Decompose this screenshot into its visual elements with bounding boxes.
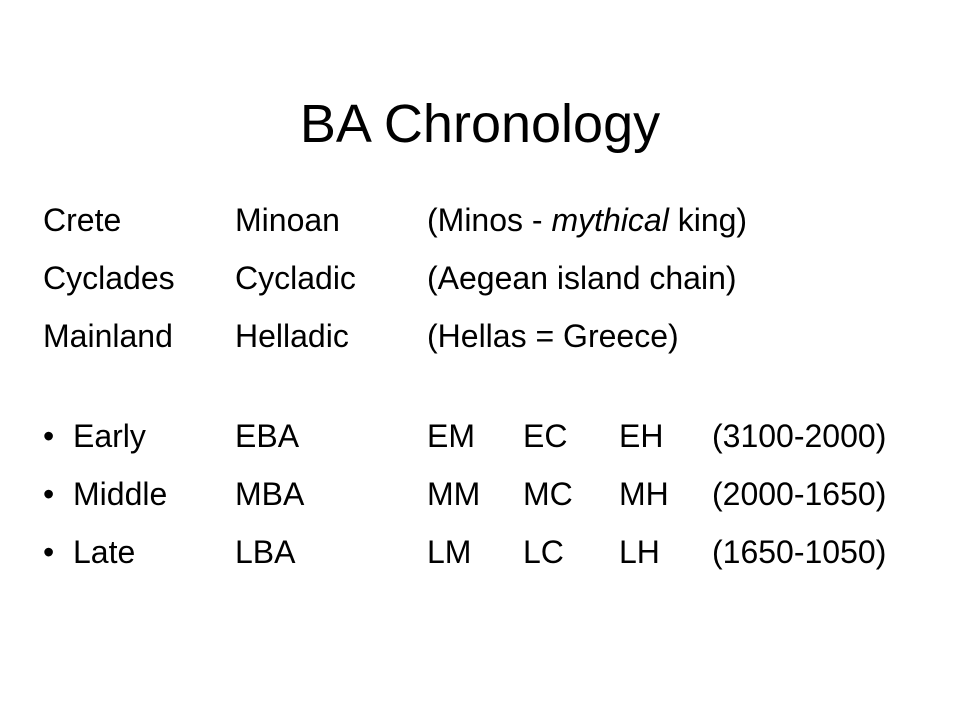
culture-name: Minoan <box>235 202 340 238</box>
ba-abbrev: EBA <box>235 418 300 454</box>
cycladic-abbrev: EC <box>523 418 568 454</box>
period-name: Late <box>73 534 136 570</box>
region-row-mainland <box>0 312 960 360</box>
region-row-cyclades <box>0 254 960 302</box>
minoan-abbrev: EM <box>427 418 475 454</box>
bullet-glyph: • <box>43 534 55 570</box>
bullet-glyph: • <box>43 418 55 454</box>
date-range: (3100-2000) <box>712 418 887 454</box>
region-name: Crete <box>43 202 122 238</box>
helladic-abbrev: MH <box>619 476 669 512</box>
bullet-glyph: • <box>43 476 55 512</box>
region-name: Mainland <box>43 318 173 354</box>
period-row-late <box>0 528 960 576</box>
description-text: (Minos - <box>427 202 552 238</box>
date-range: (1650-1050) <box>712 534 887 570</box>
cycladic-abbrev: LC <box>523 534 564 570</box>
description-text-end: king) <box>668 202 748 238</box>
region-row-crete <box>0 196 960 244</box>
cycladic-abbrev: MC <box>523 476 573 512</box>
ba-abbrev: MBA <box>235 476 305 512</box>
ba-abbrev: LBA <box>235 534 296 570</box>
period-row-early <box>0 412 960 460</box>
period-name: Middle <box>73 476 168 512</box>
region-description <box>427 196 747 244</box>
helladic-abbrev: EH <box>619 418 664 454</box>
culture-name: Cycladic <box>235 260 356 296</box>
region-description: (Aegean island chain) <box>427 260 737 296</box>
region-name: Cyclades <box>43 260 175 296</box>
region-description: (Hellas = Greece) <box>427 318 679 354</box>
period-name: Early <box>73 418 146 454</box>
date-range: (2000-1650) <box>712 476 887 512</box>
description-emphasis: mythical <box>551 202 669 238</box>
minoan-abbrev: LM <box>427 534 472 570</box>
helladic-abbrev: LH <box>619 534 660 570</box>
period-row-middle <box>0 470 960 518</box>
culture-name: Helladic <box>235 318 349 354</box>
slide-title: BA Chronology <box>299 94 661 154</box>
minoan-abbrev: MM <box>427 476 481 512</box>
